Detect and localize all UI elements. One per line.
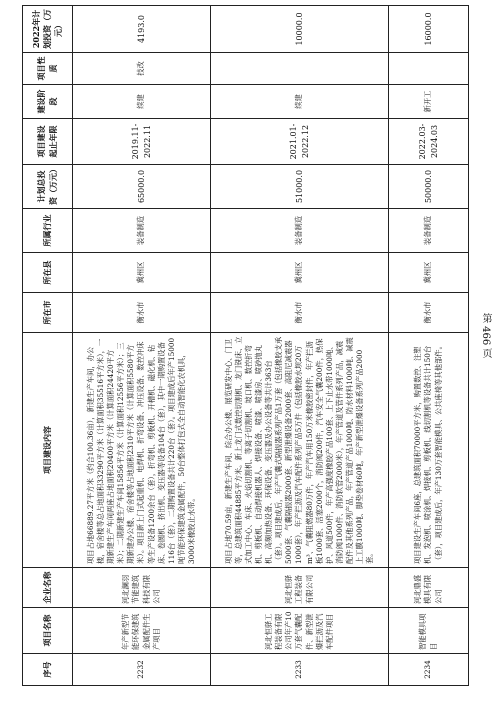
cell-status: 续建 (211, 85, 389, 119)
cell-company: 河北澜羽节能建筑科技有限公司 (73, 568, 211, 608)
header-period: 项目建设起止年限 (23, 119, 73, 165)
cell-company: 河北恒驿工程装备有限公司 (211, 568, 389, 608)
cell-content: 项目建设生产车间6座，总建筑面积70000平方米，购置数控、注塑机、发泡机、喷涂机、焊接机、剪板机、线切割机等设备共计150台（套），项目建成后，年产130万套智能模具、公共座椅等其他部件。 (389, 333, 469, 568)
cell-name: 河北恒驿工程装备有限公司年产10万套气囊配件、新型泄爆拦沥及汽车配件项目 (211, 608, 389, 654)
table-row (211, 6, 389, 686)
header-name: 项目名称 (23, 608, 73, 654)
cell-county: 冀州区 (73, 253, 211, 293)
cell-plan2022: 4193.0 (73, 6, 211, 53)
header-industry: 所属行业 (23, 209, 73, 253)
cell-plan2022: 16000.0 (389, 6, 469, 53)
cell-city: 衡水市 (211, 293, 389, 333)
cell-county: 冀州区 (389, 253, 469, 293)
cell-name: 年产新型节能环保建筑金属配件生产项目 (73, 608, 211, 654)
header-total: 计划总投资（万元） (23, 165, 73, 209)
cell-plan2022: 10000.0 (211, 6, 389, 53)
cell-period: 2019.11-2022.11 (73, 119, 211, 165)
page-number: 第 466 页 (480, 313, 491, 359)
table-header-row (23, 6, 73, 686)
cell-content: 项目占地66889.27平方米（约合100.36亩），新建生产车间，办公楼，宿舍楼等总占地面积33290平方米（计算面积35516平方米），一期新建生产车间两座占地面积20400平方米（计算面积24420平方米）；二期新建生产车间15856平方米（计算面积12556平方米）；三期新建办公楼、宿舍楼等占地面积2310平方米（计算面积5580平方米）。项目新上门式起重机、电焊机、折弯设备、冲压设备、数控冲床等生产设备1200余台（套），折弯机、剪板机、开槽机、磁化机、钻床、卷圆机、挤出机、变压器等设备104台（套），其中一期购置设备116台（套），二期购置设备共计220台（套）。项目建成后年产15000吨节能环保建筑金属配件，50台整体打包式全自动智能化农机具，3000米橡胶止水带。 (73, 333, 211, 568)
header-seq: 序号 (23, 654, 73, 686)
header-company: 企业名称 (23, 568, 73, 608)
cell-period: 2022.03-2024.03 (389, 119, 469, 165)
cell-type (389, 53, 469, 85)
cell-county: 冀州区 (211, 253, 389, 293)
cell-total: 51000.0 (211, 165, 389, 209)
header-type: 项目性质 (23, 53, 73, 85)
header-content: 项目建设内容 (23, 333, 73, 568)
cell-industry: 装备制造 (73, 209, 211, 253)
cell-type (211, 53, 389, 85)
cell-seq: 2233 (211, 654, 389, 686)
project-table (22, 5, 469, 686)
cell-industry: 装备制造 (389, 209, 469, 253)
cell-status: 续建 (73, 85, 211, 119)
header-county: 所在县 (23, 253, 73, 293)
header-status: 建设阶段 (23, 85, 73, 119)
cell-seq: 2232 (73, 654, 211, 686)
table-row (389, 6, 469, 686)
cell-total: 65000.0 (73, 165, 211, 209)
cell-name: 智能模具项目 (389, 608, 469, 654)
cell-type: 技改 (73, 53, 211, 85)
header-city: 所在市 (23, 293, 73, 333)
cell-city: 衡水市 (73, 293, 211, 333)
cell-industry: 装备制造 (211, 209, 389, 253)
table-row (73, 6, 211, 686)
cell-city: 衡水市 (389, 293, 469, 333)
cell-status: 新开工 (389, 85, 469, 119)
cell-period: 2021.01-2022.12 (211, 119, 389, 165)
cell-seq: 2234 (389, 654, 469, 686)
cell-company: 河北鼎盛模具有限公司 (389, 568, 469, 608)
header-plan2022: 2022年计划投资（万元） (23, 6, 73, 53)
cell-content: 项目占地70.59亩，新建生产车间、综合办公楼、展览研发中心、门卫等，总建筑面积44885平方米。新上龙门式数控切割机、龙门铣床、立式加工中心、车床、火焰切割机、等离子切割机、坡口机、数控折弯机、剪板机、自动焊接机器人、焊接设备、喷漆、喷漆房、喷砂抛丸机、高频加热设备、环保设备、变压器及办公设备等共计363台（套）。项目建成后，年产气囊式隔振器系列产品1万套（包括橡胶支承5000套、气囊隔振器2000套、新型泄爆设备2000套、高阻尼减震器1000套），年产拦沥及汽车配件系列产品5万件（包括橡胶水坝20万m³、气囊阻燃器80万件，年产汽车用150万米橡胶密封件，年产拦沥板1000套、活塞2000个，消防阀200件，汽车安全气囊200件，热保护、风道500件，年产高强度橡胶产品100套、上下止水带1000吨、消防阀1000件、消防软管2000米），年产管道及管件系列产品，减震配件及其他系列产品，年产管道产品1000吨、防水材料1000吨、减震上工膜1000吨、脚垫卷材60吨，年产新型泄爆设备系列产品2000套。 (211, 333, 389, 568)
cell-total: 50000.0 (389, 165, 469, 209)
